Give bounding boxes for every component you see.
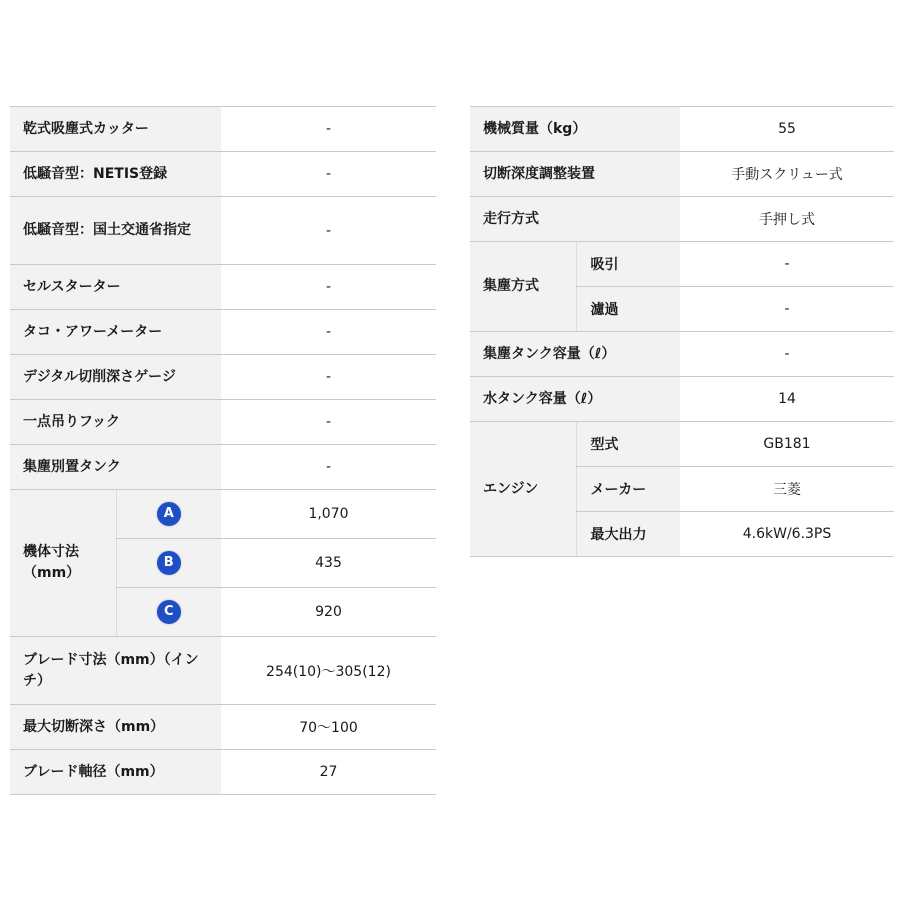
row-value: 55	[680, 107, 894, 152]
row-label: 乾式吸塵式カッター	[10, 107, 221, 152]
row-value: 4.6kW/6.3PS	[680, 512, 894, 557]
row-value: -	[221, 107, 436, 152]
row-label: 低騒音型：国土交通省指定	[10, 197, 221, 265]
row-label: 集塵タンク容量（ℓ）	[470, 332, 680, 377]
row-value: -	[680, 242, 894, 287]
table-row	[10, 197, 436, 265]
row-label: 一点吊りフック	[10, 400, 221, 445]
dimension-value-b: 435	[221, 539, 436, 588]
table-row	[10, 107, 436, 152]
table-row	[10, 705, 436, 750]
row-value: GB181	[680, 422, 894, 467]
row-value: 70〜100	[221, 705, 436, 750]
engine-label: エンジン	[470, 422, 576, 557]
row-value: -	[221, 152, 436, 197]
dust-method-label: 集塵方式	[470, 242, 576, 332]
row-value: -	[221, 445, 436, 490]
row-label: デジタル切削深さゲージ	[10, 355, 221, 400]
dimension-value-c: 920	[221, 588, 436, 637]
row-value: 手動スクリュー式	[680, 152, 894, 197]
badge-c-icon: C	[157, 600, 181, 624]
table-row	[10, 355, 436, 400]
row-value: -	[680, 332, 894, 377]
dimensions-label: 機体寸法（mm）	[10, 490, 116, 637]
row-value: -	[221, 310, 436, 355]
table-row	[10, 152, 436, 197]
spec-table-left	[10, 106, 436, 795]
sub-label: メーカー	[576, 467, 680, 512]
sub-label: 型式	[576, 422, 680, 467]
table-row	[470, 152, 894, 197]
table-row	[470, 422, 894, 467]
row-label: タコ・アワーメーター	[10, 310, 221, 355]
table-row	[10, 445, 436, 490]
row-value: -	[221, 197, 436, 265]
row-value: -	[221, 355, 436, 400]
table-row	[10, 310, 436, 355]
sub-label: 最大出力	[576, 512, 680, 557]
badge-b-icon: B	[157, 551, 181, 575]
table-row	[470, 377, 894, 422]
table-row	[10, 750, 436, 795]
row-label: 切断深度調整装置	[470, 152, 680, 197]
row-label: ブレード軸径（mm）	[10, 750, 221, 795]
table-row	[470, 332, 894, 377]
table-row	[10, 400, 436, 445]
row-label: 機械質量（kg）	[470, 107, 680, 152]
row-label: セルスターター	[10, 265, 221, 310]
table-row	[470, 197, 894, 242]
row-label: ブレード寸法（mm）（インチ）	[10, 637, 221, 705]
row-label: 水タンク容量（ℓ）	[470, 377, 680, 422]
table-row	[470, 107, 894, 152]
row-value: 手押し式	[680, 197, 894, 242]
row-value: 27	[221, 750, 436, 795]
row-label: 走行方式	[470, 197, 680, 242]
spec-table-right	[470, 106, 894, 557]
row-value: 254(10)〜305(12)	[221, 637, 436, 705]
table-row	[10, 265, 436, 310]
dimension-row	[10, 490, 436, 539]
table-row	[10, 637, 436, 705]
row-label: 低騒音型：NETIS登録	[10, 152, 221, 197]
badge-a-icon: A	[157, 502, 181, 526]
row-value: -	[680, 287, 894, 332]
row-label: 集塵別置タンク	[10, 445, 221, 490]
table-row	[470, 242, 894, 287]
row-value: 三菱	[680, 467, 894, 512]
row-value: -	[221, 400, 436, 445]
row-label: 最大切断深さ（mm）	[10, 705, 221, 750]
sub-label: 吸引	[576, 242, 680, 287]
sub-label: 濾過	[576, 287, 680, 332]
dimension-value-a: 1,070	[221, 490, 436, 539]
row-value: -	[221, 265, 436, 310]
row-value: 14	[680, 377, 894, 422]
